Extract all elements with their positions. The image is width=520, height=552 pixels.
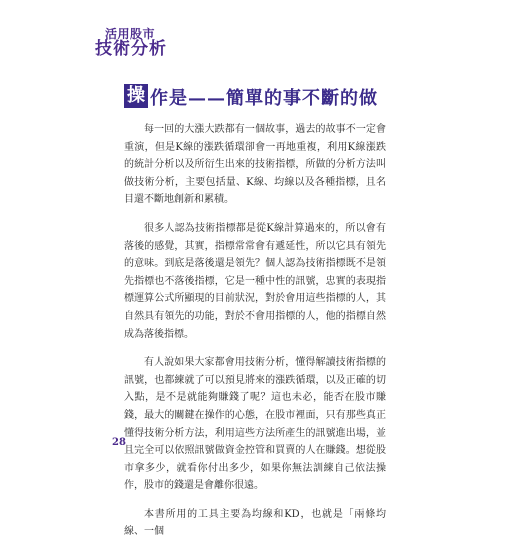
heading-text: 作是——簡單的事不斷的做 (150, 88, 378, 109)
paragraph-4: 本書所用的工具主要為均線和KD，也就是「兩條均線、一個 (124, 508, 386, 538)
book-series-title (95, 28, 167, 58)
heading-initial-box: 操 (124, 84, 148, 108)
body-text (124, 121, 386, 552)
paragraph-1: 每一回的大漲大跌都有一個故事，過去的故事不一定會重演，但是K線的漲跌循環卻會一再地重複，利用K線漲跌的統計分析以及所衍生出來的技術指標，所做的分析方法叫做技術分析，主要包括量、K線、均線以及各種指標，且名目還不斷地創新和累積。 (124, 124, 386, 206)
paragraph-3: 有人說如果大家都會用技術分析，懂得解讀技術指標的訊號，也都練就了可以預見將來的漲跌循環，以及正確的切入點，是不是就能夠賺錢了呢？這也未必，能否在股市賺錢，最大的關鍵在操作的心態，在股市裡面，只有那些真正懂得技術分析方法，利用這些方法所產生的訊號進出場，並且完全可以依照訊號做資金控管和買賣的人在賺錢。想從股市拿多少，就看你付出多少，如果你無法訓練自己依法操作，股市的錢還是會離你很遠。 (124, 357, 386, 492)
page-number: 28 (112, 437, 126, 448)
series-title-line2: 技術分析 (95, 38, 167, 59)
section-heading (124, 82, 484, 112)
paragraph-2: 很多人認為技術指標都是從K線計算過來的，所以會有落後的感覺，其實，指標常常會有遞延性，所以它具有領先的意味。到底是落後還是領先？個人認為技術指標既不是領先指標也不落後指標，它是一種中性的訊號，忠實的表現指標運算公式所顯現的目前狀況，對於會用這些指標的人，其自然具有領先的功能，對於不會用指標的人，他的指標自然成為落後指標。 (124, 222, 386, 340)
series-title-line1: 活用股市 (105, 27, 156, 41)
